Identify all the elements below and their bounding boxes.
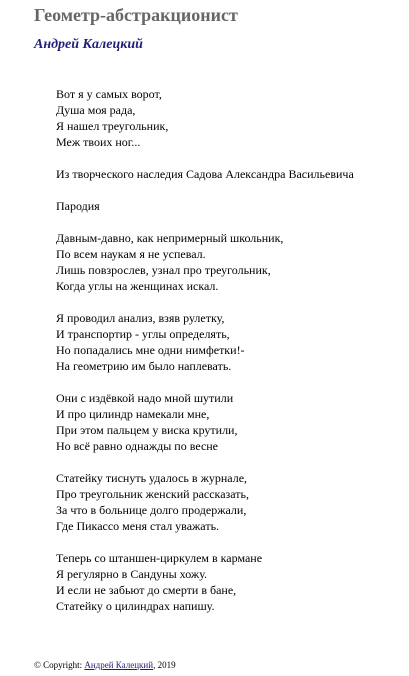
poem-line: И транспортир - углы определять, — [56, 327, 230, 341]
stanza — [56, 550, 401, 614]
poem-line: Но всё равно однажды по весне — [56, 439, 219, 453]
poem-line: Когда углы на женщинах искал. — [56, 279, 219, 293]
stanza — [56, 390, 401, 454]
poem-line: Меж твоих ног... — [56, 135, 141, 149]
poem-line: Лишь повзрослев, узнал про треугольник, — [56, 263, 271, 277]
poem-line: Где Пикассо меня стал уважать. — [56, 519, 220, 533]
poem-line: Они с издёвкой надо мной шутили — [56, 391, 234, 405]
poem-line: За что в больнице долго продержали, — [56, 503, 247, 517]
poem-line: Статейку о цилиндрах напишу. — [56, 599, 215, 613]
poem-text — [56, 86, 401, 630]
poem-line: Статейку тиснуть удалось в журнале, — [56, 471, 248, 485]
poem-line: Пародия — [56, 199, 100, 213]
stanza — [56, 166, 401, 182]
copyright-year: , 2019 — [153, 660, 176, 670]
poem-line: Душа моя рада, — [56, 103, 136, 117]
stanza — [56, 86, 401, 150]
poem-line: И если не забьют до смерти в бане, — [56, 583, 237, 597]
author-name[interactable]: Андрей Калецкий — [34, 37, 143, 52]
poem-line: Теперь со штаншен-циркулем в кармане — [56, 551, 263, 565]
poem-line: Давным-давно, как непримерный школьник, — [56, 231, 284, 245]
copyright-prefix: © Copyright: — [34, 660, 85, 670]
poem-line: Вот я у самых ворот, — [56, 87, 162, 101]
stanza — [56, 310, 401, 374]
copyright-notice — [34, 660, 176, 671]
poem-line: Но попадались мне одни нимфетки!- — [56, 343, 245, 357]
poem-line: При этом пальцем у виска крутили, — [56, 423, 238, 437]
poem-line: Я проводил анализ, взяв рулетку, — [56, 311, 225, 325]
stanza — [56, 470, 401, 534]
poem-line: Про треугольник женский рассказать, — [56, 487, 249, 501]
poem-line: По всем наукам я не успевал. — [56, 247, 206, 261]
poem-line: На геометрию им было наплевать. — [56, 359, 232, 373]
stanza — [56, 230, 401, 294]
poem-title: Геометр-абстракционист — [34, 5, 238, 25]
author-link[interactable]: Андрей Калецкий — [84, 660, 154, 670]
poem-line: Я нашел треугольник, — [56, 119, 169, 133]
stanza — [56, 198, 401, 214]
poem-line: Я регулярно в Сандуны хожу. — [56, 567, 207, 581]
poem-line: Из творческого наследия Садова Александра Васильевича — [56, 167, 354, 181]
poem-line: И про цилиндр намекали мне, — [56, 407, 210, 421]
